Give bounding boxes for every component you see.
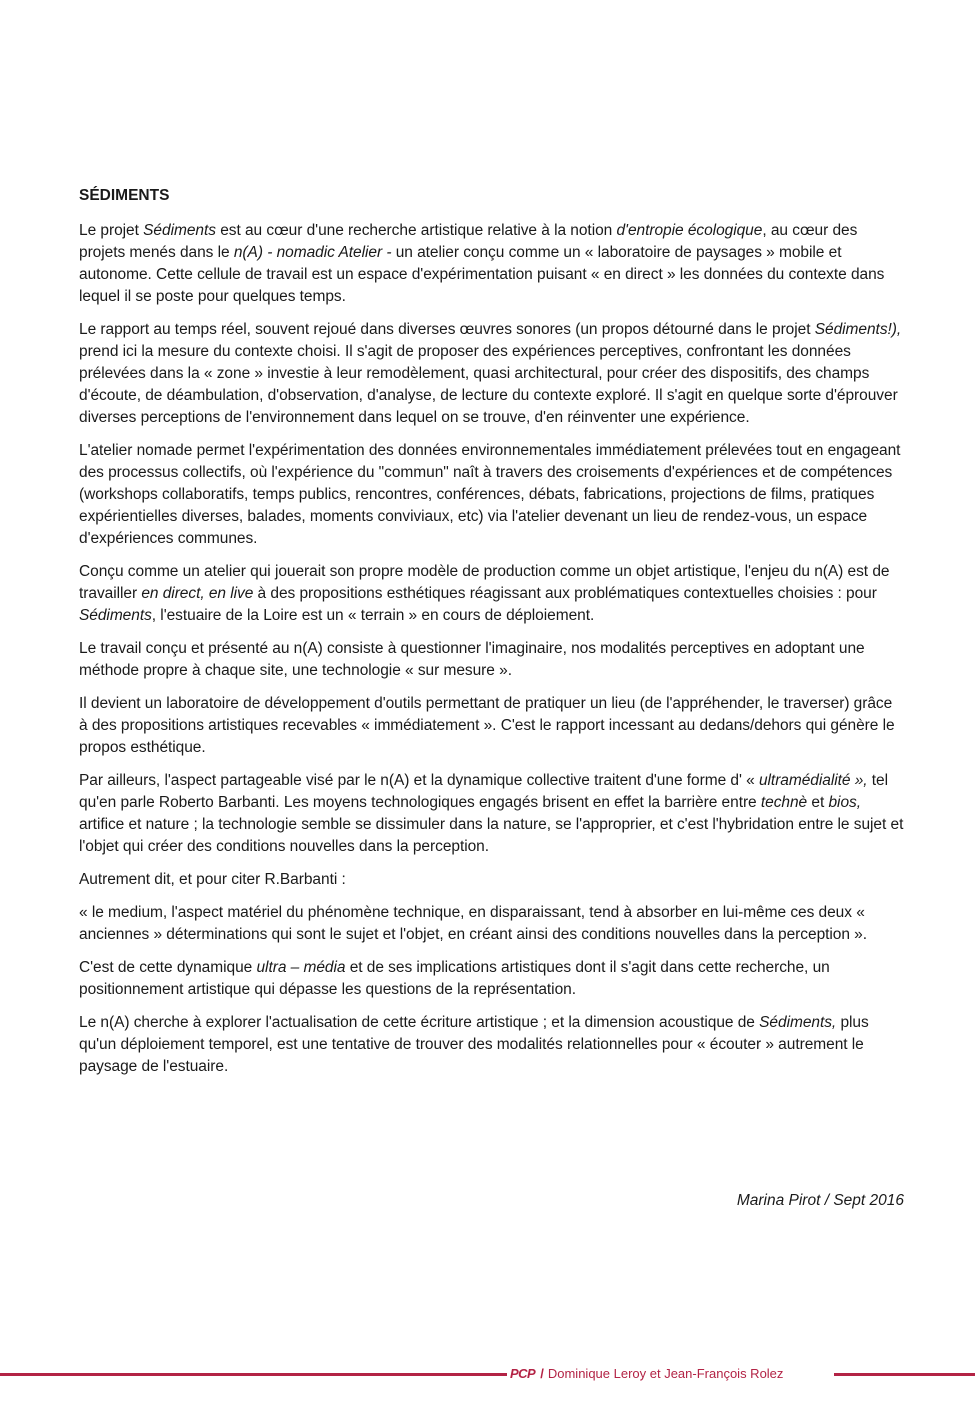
footer-brand xyxy=(510,1366,783,1382)
text-run: Le rapport au temps réel, souvent rejoué dans diverses œuvres sonores (un propos détourné dans le projet xyxy=(79,321,815,338)
italic-text: ultramédialité », xyxy=(758,772,868,789)
paragraph xyxy=(79,638,905,682)
italic-text: ultra – média xyxy=(256,959,346,976)
italic-text: d'entropie écologique xyxy=(616,222,763,239)
text-run: Il devient un laboratoire de développement d'outils permettant de pratiquer un lieu (de l'appréhender, le traverser) grâce à des propositions artistiques recevables « immédiatement ». C'est le rapport incessant au dedans/dehors qui génère le propos esthétique. xyxy=(79,695,895,756)
text-run: Le projet xyxy=(79,222,144,239)
paragraph xyxy=(79,1012,905,1078)
paragraph xyxy=(79,319,905,429)
text-run: « le medium, l'aspect matériel du phénomène technique, en disparaissant, tend à absorber en lui-même ces deux « anciennes » déterminations qui sont le sujet et l'objet, en créant ainsi des conditions nouvelles dans la perception ». xyxy=(79,904,868,943)
paragraph xyxy=(79,770,905,858)
text-run: , l'estuaire de la Loire est un « terrain » en cours de déploiement. xyxy=(151,607,595,624)
text-run: artifice et nature ; la technologie semble se dissimuler dans la nature, se l'approprier, et c'est l'hybridation entre le sujet et l'objet qui créer des conditions nouvelles dans la perception. xyxy=(79,816,904,855)
italic-text: n(A) - nomadic Atelier - xyxy=(233,244,392,261)
text-run: plus qu'un déploiement temporel, est une tentative de trouver des modalités relationnelles pour « écouter » autrement le paysage de l'estuaire. xyxy=(79,1014,869,1075)
text-run: Conçu comme un atelier qui jouerait son propre modèle de production comme un objet artistique, l'enjeu du n(A) est de travailler xyxy=(79,563,890,602)
text-run: Le travail conçu et présenté au n(A) consiste à questionner l'imaginaire, nos modalités perceptives en adoptant une méthode propre à chaque site, une technologie « sur mesure ». xyxy=(79,640,865,679)
document-body xyxy=(79,185,905,1089)
text-run: L'atelier nomade permet l'expérimentation des données environnementales immédiatement prélevées tout en engageant des processus collectifs, où l'expérience du "commun" naît à travers des croisements d'expériences et de compétences (workshops collaboratifs, temps publics, rencontres, conférences, débats, fabrications, projections de films, pratiques expérientielles diverses, balades, moments conviviaux, etc) via l'atelier devenant un lieu de rendez-vous, un espace d'expériences communes. xyxy=(79,442,901,547)
paragraph xyxy=(79,693,905,759)
footer-rule-right xyxy=(834,1373,975,1376)
paragraph xyxy=(79,220,905,308)
italic-text: Sédiments, xyxy=(759,1014,837,1031)
text-run: Le n(A) cherche à explorer l'actualisation de cette écriture artistique ; et la dimension acoustique de xyxy=(79,1014,760,1031)
text-run: C'est de cette dynamique xyxy=(79,959,257,976)
paragraph xyxy=(79,561,905,627)
paragraph xyxy=(79,440,905,550)
italic-text: Sédiments xyxy=(79,607,152,624)
text-run: un atelier conçu comme un « laboratoire de paysages » mobile et autonome. Cette cellule de travail est un espace d'expérimentation puisant « en direct » les données du contexte dans lequel il se poste pour quelques temps. xyxy=(79,244,885,305)
paragraph xyxy=(79,902,905,946)
italic-text: bios, xyxy=(828,794,861,811)
paragraph xyxy=(79,869,905,891)
text-run: tel qu'en parle Roberto Barbanti. Les moyens technologiques engagés brisent en effet la barrière entre xyxy=(79,772,889,811)
paragraph-container xyxy=(79,220,905,1078)
text-run: Autrement dit, et pour citer R.Barbanti : xyxy=(79,871,346,888)
text-run: prend ici la mesure du contexte choisi. Il s'agit de proposer des expériences perceptives, confrontant les données prélevées dans la « zone » investie à leur remodèlement, quasi architectural, pour créer des dispositifs, des champs d'écoute, de déambulation, d'observation, d'analyse, de lecture du contexte exploré. Il s'agit en quelque sorte d'éprouver diverses perceptions de l'environnement dans lequel on se trouve, d'en réinventer une expérience. xyxy=(79,343,898,426)
footer-credit: Dominique Leroy et Jean-François Rolez xyxy=(547,1366,784,1381)
text-run: et de ses implications artistiques dont il s'agit dans cette recherche, un positionnement artistique qui dépasse les questions de la représentation. xyxy=(79,959,830,998)
text-run: , au cœur des projets menés dans le xyxy=(79,222,858,261)
italic-text: Sédiments xyxy=(143,222,216,239)
paragraph xyxy=(79,957,905,1001)
footer-rule-left xyxy=(0,1373,507,1376)
document-title: SÉDIMENTS xyxy=(79,187,170,204)
text-run: et xyxy=(807,794,829,811)
page-footer xyxy=(0,1366,975,1382)
text-run: est au cœur d'une recherche artistique relative à la notion xyxy=(215,222,617,239)
italic-text: en direct, en live xyxy=(141,585,254,602)
pcp-logo: PCP xyxy=(510,1366,536,1381)
text-run: Par ailleurs, l'aspect partageable visé par le n(A) et la dynamique collective traitent d'une forme d' « xyxy=(79,772,759,789)
text-run: à des propositions esthétiques réagissant aux problématiques contextuelles choisies : pour xyxy=(253,585,877,602)
italic-text: Sédiments!), xyxy=(814,321,902,338)
signature: Marina Pirot / Sept 2016 xyxy=(736,1192,904,1209)
footer-slash: / xyxy=(540,1366,544,1381)
italic-text: technè xyxy=(760,794,808,811)
